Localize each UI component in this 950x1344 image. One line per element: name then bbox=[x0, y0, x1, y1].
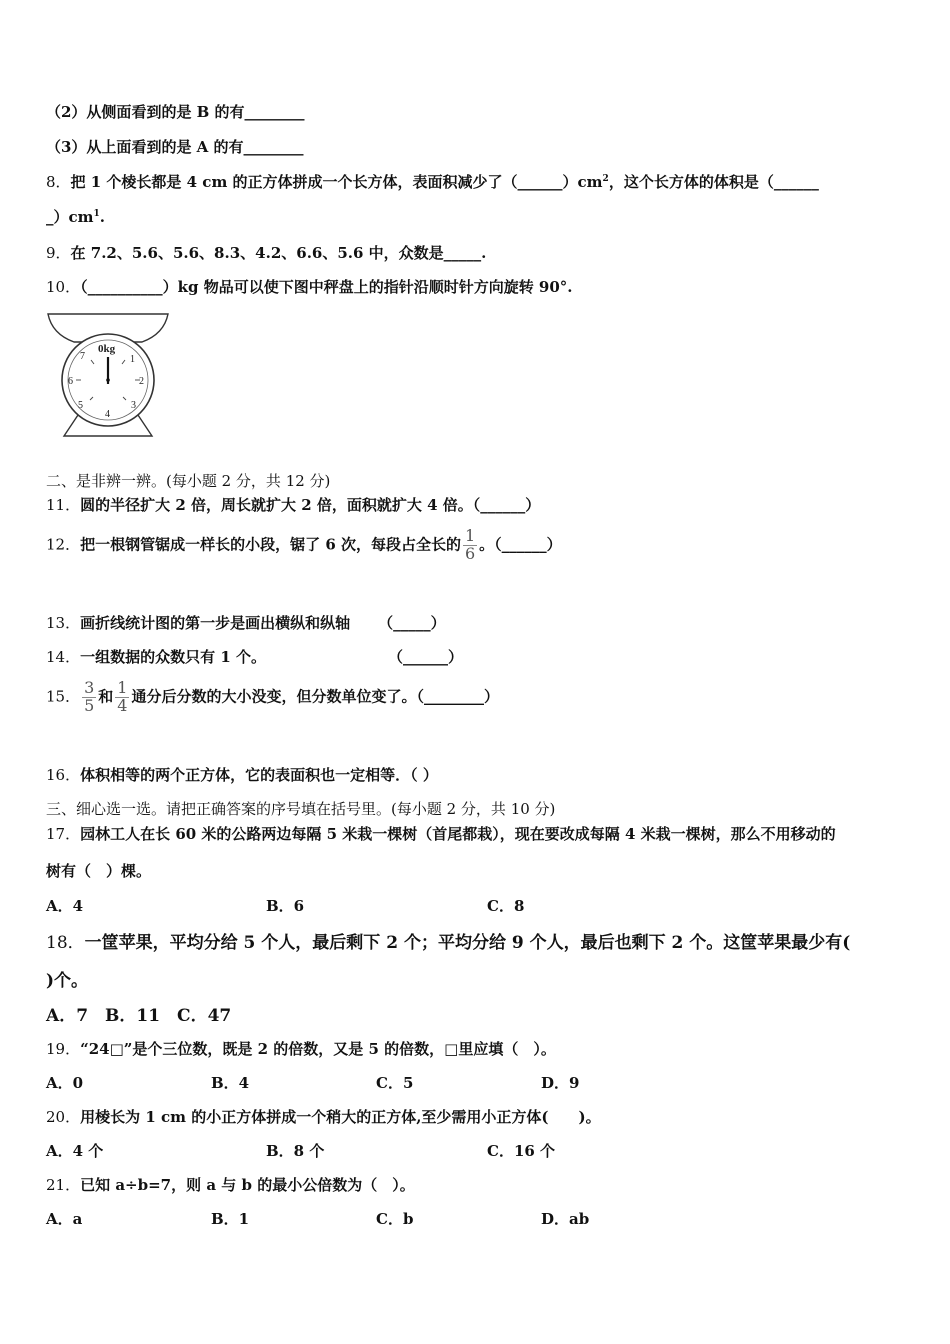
question-8 bbox=[46, 171, 819, 192]
q13-number: 13． bbox=[46, 614, 81, 632]
question-11 bbox=[46, 494, 540, 515]
question-17 bbox=[46, 823, 836, 844]
q15-text: 通分后分数的大小没变，但分数单位变了。（________） bbox=[131, 687, 499, 706]
question-18 bbox=[46, 928, 850, 953]
question-13 bbox=[46, 612, 446, 633]
q15-frac1-numerator: 3 bbox=[84, 678, 95, 697]
q20-option-c: C．16 个 bbox=[487, 1142, 556, 1160]
q8-text-d: . bbox=[99, 208, 106, 226]
dial-mark-6: 6 bbox=[68, 376, 73, 387]
q12-fraction bbox=[463, 528, 477, 563]
q17-number: 17． bbox=[46, 825, 81, 843]
q14-text: 一组数据的众数只有 1 个。 bbox=[80, 648, 266, 666]
q8-text-c: _）cm bbox=[46, 208, 94, 226]
dial-mark-3: 3 bbox=[131, 400, 136, 411]
q15-fraction-1 bbox=[82, 680, 96, 715]
dial-mark-4: 4 bbox=[105, 409, 110, 420]
q21-option-c: C．b bbox=[376, 1210, 414, 1228]
q8-number: 8． bbox=[46, 173, 71, 191]
q18-text-a: 一筐苹果，平均分给 5 个人，最后剩下 2 个；平均分给 9 个人，最后也剩下 2 个。这筐苹果最少有( bbox=[84, 933, 851, 953]
q10-text: （__________）kg 物品可以使下图中秤盘上的指针沿顺时针方向旋转 90°. bbox=[80, 278, 573, 296]
q9-text: 在 7.2、5.6、5.6、8.3、4.2、6.6、5.6 中，众数是_____. bbox=[70, 244, 487, 262]
q21-option-b: B．1 bbox=[211, 1210, 250, 1228]
q17-option-c: C．8 bbox=[487, 897, 525, 915]
q15-frac1-denominator: 5 bbox=[84, 695, 95, 715]
dial-mark-2: 2 bbox=[139, 376, 144, 387]
q12-text-a: 把一根钢管锯成一样长的小段，锯了 6 次，每段占全长的 bbox=[80, 535, 461, 554]
q8-text-a: 把 1 个棱长都是 4 cm 的正方体拼成一个长方体，表面积减少了（______）cm bbox=[70, 173, 603, 191]
q13-text: 画折线统计图的第一步是画出横纵和纵轴 bbox=[80, 614, 351, 632]
q17-text-b: 树有（ ）棵。 bbox=[46, 862, 152, 880]
q20-option-a: A．4 个 bbox=[46, 1142, 104, 1160]
q21-text: 已知 a÷b=7，则 a 与 b 的最小公倍数为（ ）。 bbox=[80, 1176, 415, 1194]
q19-option-d: D．9 bbox=[541, 1074, 580, 1092]
q12-frac-numerator: 1 bbox=[464, 526, 476, 545]
q15-mid: 和 bbox=[98, 687, 114, 706]
q20-text: 用棱长为 1 cm 的小正方体拼成一个稍大的正方体,至少需用小正方体( )。 bbox=[80, 1108, 601, 1126]
q14-number: 14． bbox=[46, 648, 81, 666]
dial-mark-1: 1 bbox=[130, 354, 135, 365]
q12-frac-denominator: 6 bbox=[464, 543, 476, 563]
q12-text-b: 。（______） bbox=[479, 535, 562, 554]
q17-text-a: 园林工人在长 60 米的公路两边每隔 5 米栽一棵树（首尾都栽），现在要改成每隔 4 米栽一棵树，那么不用移动的 bbox=[80, 825, 836, 843]
question-9 bbox=[46, 242, 486, 263]
question-8-cont bbox=[46, 206, 105, 227]
q8-sup-a: 2 bbox=[602, 174, 609, 184]
q8-sup-c: 1 bbox=[93, 209, 100, 219]
q7-part3: （3）从上面看到的是 A 的有________ bbox=[46, 138, 304, 156]
q7-part2: （2）从侧面看到的是 B 的有________ bbox=[46, 103, 305, 121]
q19-option-a: A．0 bbox=[46, 1074, 84, 1092]
question-16 bbox=[46, 764, 438, 785]
q8-text-b: ，这个长方体的体积是（______ bbox=[608, 173, 819, 191]
q19-option-b: B．4 bbox=[211, 1074, 250, 1092]
q16-number: 16． bbox=[46, 766, 81, 784]
q18-number: 18． bbox=[46, 933, 85, 953]
q9-number: 9． bbox=[46, 244, 71, 262]
q21-number: 21． bbox=[46, 1176, 81, 1194]
q19-text: “24□”是个三位数，既是 2 的倍数，又是 5 的倍数，□里应填（ ）。 bbox=[80, 1040, 556, 1058]
q20-number: 20． bbox=[46, 1108, 81, 1126]
q12-number: 12． bbox=[46, 535, 81, 554]
question-20 bbox=[46, 1106, 601, 1127]
section-2-title: 二、是非辨一辨。(每小题 2 分，共 12 分) bbox=[46, 472, 331, 490]
dial-mark-7: 7 bbox=[80, 351, 85, 362]
question-19 bbox=[46, 1038, 556, 1059]
question-10 bbox=[46, 276, 573, 297]
question-21 bbox=[46, 1174, 415, 1195]
dial-mark-5: 5 bbox=[78, 400, 83, 411]
question-12 bbox=[46, 528, 562, 563]
q11-number: 11． bbox=[46, 496, 81, 514]
q13-blank: （_____） bbox=[378, 614, 446, 632]
q17-option-a: A．4 bbox=[46, 897, 84, 915]
section-3-title: 三、细心选一选。请把正确答案的序号填在括号里。(每小题 2 分，共 10 分) bbox=[46, 800, 556, 818]
q15-frac2-denominator: 4 bbox=[117, 695, 128, 715]
q19-number: 19． bbox=[46, 1040, 81, 1058]
q17-option-b: B．6 bbox=[266, 897, 305, 915]
q15-frac2-numerator: 1 bbox=[117, 678, 128, 697]
dial-label-0kg: 0kg bbox=[98, 343, 116, 355]
question-14 bbox=[46, 646, 463, 667]
q14-blank: （______） bbox=[387, 648, 463, 666]
q18-options: A．7 B．11 C．47 bbox=[46, 1006, 232, 1026]
q10-number: 10． bbox=[46, 278, 81, 296]
needle-pivot bbox=[106, 378, 110, 382]
question-15 bbox=[46, 680, 499, 715]
q16-text: 体积相等的两个正方体，它的表面积也一定相等．（ ） bbox=[80, 766, 438, 784]
q18-text-b: )个。 bbox=[46, 971, 89, 991]
q15-fraction-2 bbox=[115, 680, 129, 715]
q21-option-a: A．a bbox=[46, 1210, 83, 1228]
q19-option-c: C．5 bbox=[376, 1074, 414, 1092]
q20-option-b: B．8 个 bbox=[266, 1142, 325, 1160]
q11-text: 圆的半径扩大 2 倍，周长就扩大 2 倍，面积就扩大 4 倍。（______） bbox=[80, 496, 541, 514]
q15-number: 15． bbox=[46, 687, 81, 706]
kitchen-scale-illustration bbox=[46, 312, 171, 440]
q21-option-d: D．ab bbox=[541, 1210, 590, 1228]
